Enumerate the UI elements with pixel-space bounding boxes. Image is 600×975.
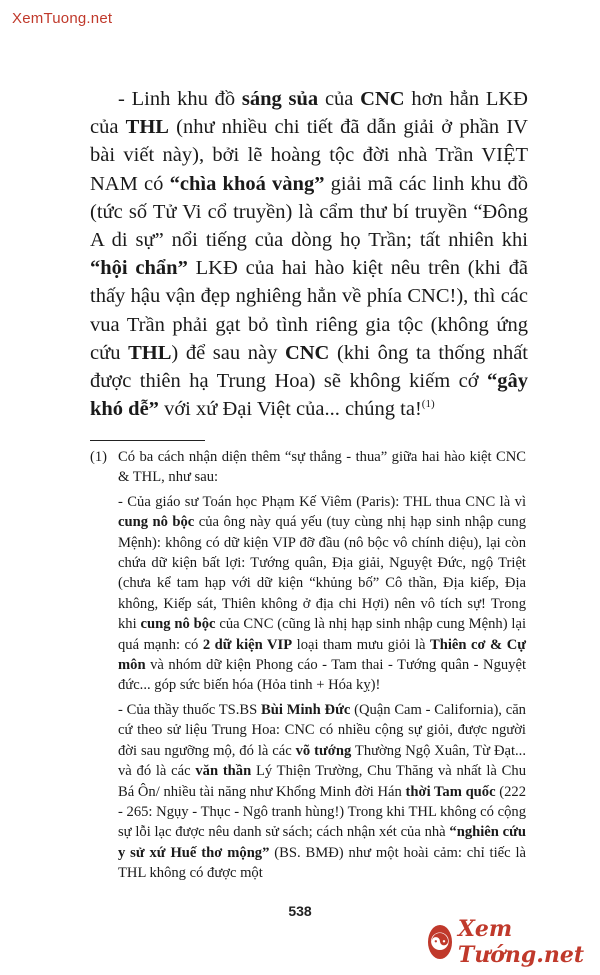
footnote-paragraph-a: - Của giáo sư Toán học Phạm Kế Viêm (Paris): THL thua CNC là vì cung nô bộc của ông này quá yếu (tuy cùng nhị hạp sinh nhập cung Mệnh): không có dữ kiện VIP đỡ đầu (nô bộc vô chính diệu), lại còn chứa dữ kiện bất lợi: Tướng quân, Địa giải, Nguyệt Đức, ngộ Triệt (chưa kể tam hạp với dữ kiện “khủng bố” Cô thần, Địa kiếp, Địa không, Kiếp sát, Thiên không ở địa chi Hợi) nên vô tích sự! Trong khi cung nô bộc của CNC (cũng là nhị hạp sinh nhập cung Mệnh) lại quá mạnh: có 2 dữ kiện VIP loại tham mưu giỏi là Thiên cơ & Cự môn và nhóm dữ kiện Phong cáo - Tam thai - Tướng quân - Nguyệt đức... góp sức biến hóa (Hỏa tinh + Hóa kỵ)! xyxy=(118,493,527,694)
footnote-1 xyxy=(90,447,526,488)
yin-yang-icon: ☯ xyxy=(428,925,452,959)
main-text xyxy=(90,85,528,423)
site-logo xyxy=(428,916,590,968)
footnotes xyxy=(90,447,526,884)
page-number: 538 xyxy=(288,903,312,919)
footnote-paragraph-b: - Của thầy thuốc TS.BS Bùi Minh Đức (Quận Cam - California), căn cứ theo sử liệu Trung Hoa: CNC có nhiều cộng sự giỏi, được người đời sau ngưỡng mộ, đó là các võ tướng Thường Ngộ Xuân, Từ Đạt... và đó là các văn thần Lý Thiện Trường, Chu Thăng và nhất là Chu Bá Ôn/ nhiều tài năng như Khổng Minh đời Hán thời Tam quốc (222 - 265: Ngụy - Thục - Ngô tranh hùng!) Trong khi THL không có cộng sự lỗi lạc được nêu danh sử sách; cách nhận xét của nhà “nghiên cứu y sử xứ Huế thơ mộng” (BS. BMĐ) như một hoài cảm: chỉ tiếc là THL không có được một xyxy=(118,701,527,882)
logo-text: Xem Tướng.net xyxy=(457,916,585,968)
footnote-number: (1) xyxy=(90,449,108,465)
footnote-divider xyxy=(90,440,205,441)
site-watermark: XemTuong.net xyxy=(12,10,113,27)
main-paragraph: - Linh khu đồ sáng sủa của CNC hơn hẳn LKĐ của THL (như nhiều chi tiết đã dẫn giải ở phần IV bài viết này), bởi lẽ hoàng tộc đời nhà Trần VIỆT NAM có “chìa khoá vàng” giải mã các linh khu đồ (tức số Tử Vi cổ truyền) là cẩm thư bí truyền “Đông A di sự” nổi tiếng của dòng họ Trần; tất nhiên khi “hội chẩn” LKĐ của hai hào kiệt nêu trên (khi đã thấy hậu vận đẹp nghiêng hẳn về phía CNC!), thì các vua Trần phải gạt bỏ tình riêng gia tộc (không ứng cứu THL) để sau này CNC (khi ông ta thống nhất được thiên hạ Trung Hoa) sẽ không kiếm cớ “gây khó dễ” với xứ Đại Việt của... chúng ta!$^{(1)}$ xyxy=(90,88,529,421)
footnote-intro: Có ba cách nhận diện thêm “sự thắng - thua” giữa hai hào kiệt CNC & THL, như sau: xyxy=(118,449,526,486)
footnote-ref: (1) xyxy=(421,398,435,411)
